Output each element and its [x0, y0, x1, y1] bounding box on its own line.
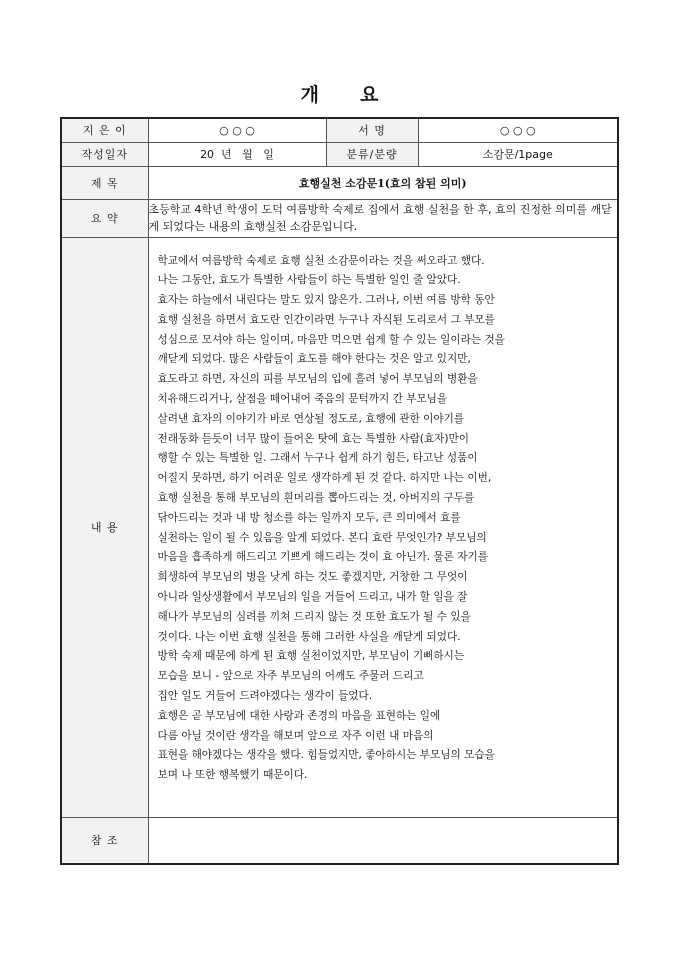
date-row — [61, 142, 618, 166]
signature-value: ○ ○ ○ — [418, 118, 618, 142]
content-line: 표현을 해야겠다는 생각을 했다. 힘들었지만, 좋아하시는 부모님의 모습을 — [157, 749, 495, 762]
content-line: 살려낸 효자의 이야기가 바로 연상될 정도로, 효행에 관한 이야기를 — [157, 412, 465, 425]
category-value: 소감문/1page — [418, 142, 618, 166]
content-line: 어질지 못하면, 하기 어려운 일로 생각하게 된 것 같다. 하지만 나는 이번, — [157, 472, 492, 485]
category-label: 분류/분량 — [326, 142, 418, 166]
content-line: 치유해드리거나, 살점을 떼어내어 죽음의 문턱까지 간 부모님을 — [157, 393, 448, 406]
content-line: 학교에서 여름방학 숙제로 효행 실천 소감문이라는 것을 써오라고 했다. — [157, 254, 485, 267]
content-line: 효행 실천을 하면서 효도란 인간이라면 누구나 자식된 도리로서 그 부모를 — [157, 313, 495, 326]
content-line: 모습을 보니 - 앞으로 자주 부모님의 어깨도 주물러 드리고 — [157, 670, 424, 683]
author-row — [61, 118, 618, 142]
content-line: 전래동화 듣듯이 너무 많이 들어온 탓에 효는 특별한 사람(효자)만이 — [157, 432, 470, 445]
summary-row — [61, 199, 618, 237]
content-line: 효행은 곧 부모님에 대한 사랑과 존경의 마음을 표현하는 일에 — [157, 709, 441, 722]
page-title-char-2: 요 — [360, 84, 380, 106]
reference-value — [148, 817, 618, 864]
content-text — [149, 238, 618, 787]
content-body — [148, 237, 618, 817]
content-line: 마음을 흡족하게 해드리고 기쁘게 해드리는 것이 효 아닌가. 물론 자기를 — [157, 551, 488, 564]
content-line: 효도라고 하면, 자신의 피를 부모님의 입에 흘려 넣어 부모님의 병환을 — [157, 373, 478, 386]
content-line: 행할 수 있는 특별한 일. 그래서 누구나 쉽게 하기 힘든, 타고난 성품이 — [157, 452, 478, 465]
date-label: 작성일자 — [61, 142, 148, 166]
content-line: 나는 그동안, 효도가 특별한 사람들이 하는 특별한 일인 줄 알았다. — [157, 274, 461, 287]
author-label: 지 은 이 — [61, 118, 148, 142]
document-title: 효행실천 소감문1(효의 참된 의미) — [148, 166, 618, 199]
content-line: 해나가 부모님의 심려를 끼쳐 드리지 않는 것 또한 효도가 될 수 있을 — [157, 610, 471, 623]
content-line: 다름 아닐 것이란 생각을 해보며 앞으로 자주 이런 내 마음의 — [157, 729, 434, 742]
content-line: 성심으로 모셔야 하는 일이며, 마음만 먹으면 쉽게 할 수 있는 일이라는 것을 — [157, 333, 505, 346]
content-line: 효행 실천을 통해 부모님의 흰머리를 뽑아드리는 것, 아버지의 구두를 — [157, 492, 475, 505]
content-row — [61, 237, 618, 817]
content-line: 희생하여 부모님의 병을 낫게 하는 것도 좋겠지만, 거창한 그 무엇이 — [157, 571, 468, 584]
date-value: 20 년 월 일 — [148, 142, 326, 166]
content-line: 닦아드리는 것과 내 방 청소를 하는 일까지 모두, 큰 의미에서 효를 — [157, 511, 461, 524]
content-line: 깨닫게 되었다. 많은 사람들이 효도를 해야 한다는 것은 알고 있지만, — [157, 353, 471, 366]
content-line: 방학 숙제 때문에 하게 된 효행 실천이었지만, 부모님이 기뻐하시는 — [157, 650, 465, 663]
overview-form-table — [60, 117, 619, 865]
reference-label: 참 조 — [61, 817, 148, 864]
author-value: ○ ○ ○ — [148, 118, 326, 142]
page-title — [0, 80, 680, 107]
content-line: 것이다. 나는 이번 효행 실천을 통해 그러한 사실을 깨닫게 되었다. — [157, 630, 461, 643]
content-line: 실천하는 일이 될 수 있음을 알게 되었다. 본디 효란 무엇인가? 부모님의 — [157, 531, 487, 544]
summary-label: 요 약 — [61, 199, 148, 237]
content-label: 내 용 — [61, 237, 148, 817]
reference-row — [61, 817, 618, 864]
content-line: 집안 일도 거들어 드려야겠다는 생각이 들었다. — [157, 690, 373, 703]
signature-label: 서 명 — [326, 118, 418, 142]
content-line: 효자는 하늘에서 내린다는 말도 있지 않은가. 그러나, 이번 여름 방학 동안 — [157, 294, 495, 307]
title-label: 제 목 — [61, 166, 148, 199]
content-line: 아니라 일상생활에서 부모님의 일을 거들어 드리고, 내가 할 일을 잘 — [157, 591, 468, 604]
title-row — [61, 166, 618, 199]
content-line: 보며 나 또한 행복했기 때문이다. — [157, 769, 308, 782]
page-title-char-1: 개 — [300, 84, 320, 106]
summary-text: 초등학교 4학년 학생이 도덕 여름방학 숙제로 집에서 효행 실천을 한 후, 효의 진정한 의미를 깨닫게 되었다는 내용의 효행실천 소감문입니다. — [148, 199, 618, 237]
